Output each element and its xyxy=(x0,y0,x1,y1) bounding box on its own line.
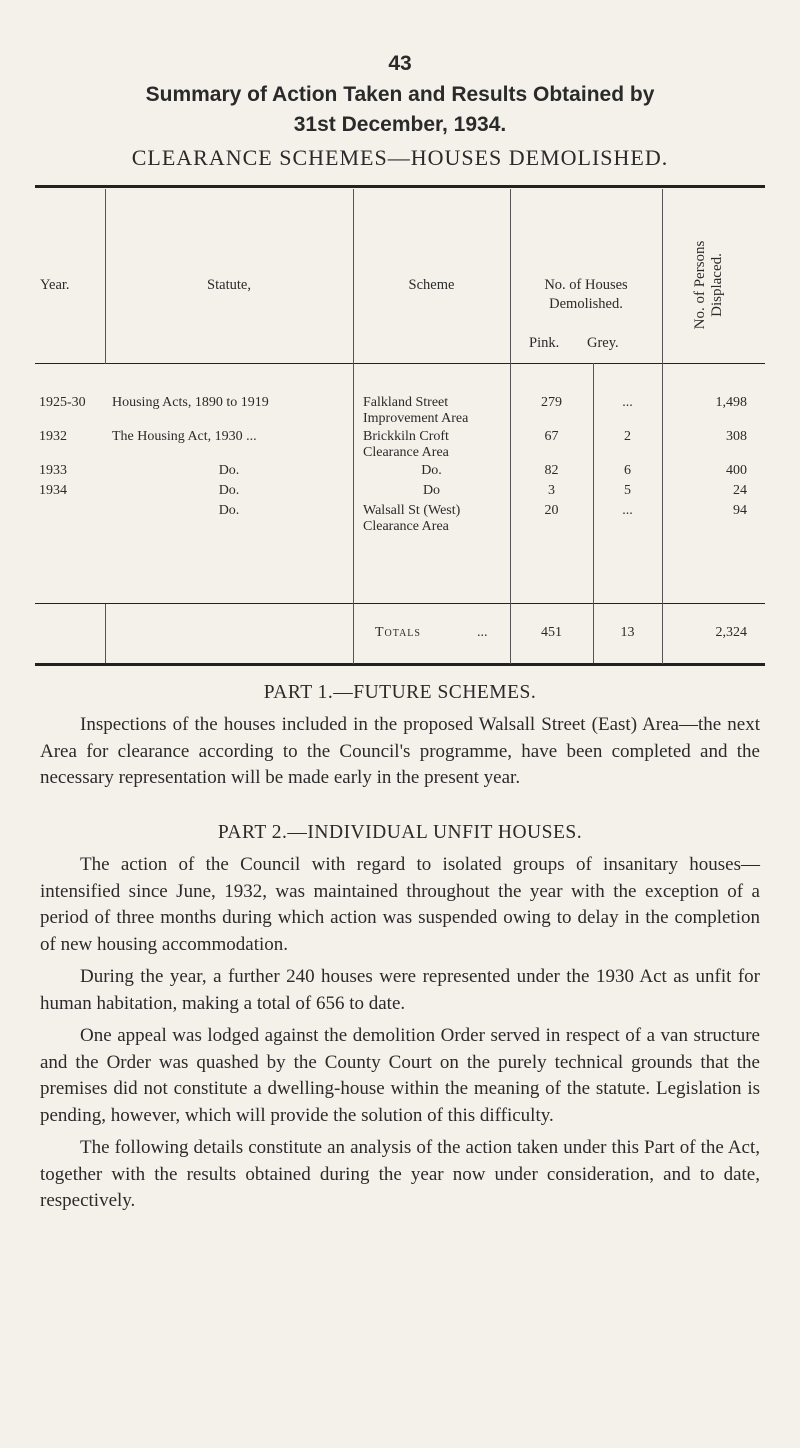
row-3-pink: 82 xyxy=(544,463,559,478)
header-rule xyxy=(35,363,765,364)
part2-paragraph-3: One appeal was lodged against the demolition Order served in respect of a van structure and the Order was quashed by the County Court on the purely technical grounds that the premises did not constitute a dwelling-house within the meaning of the statute. Legislation is pending, however, which will provide the solution of this difficulty. xyxy=(40,1025,760,1126)
totals-pink: 451 xyxy=(541,625,562,640)
row-4-statute: Do. xyxy=(218,483,240,498)
row-1-scheme: Falkland Street xyxy=(363,395,449,410)
totals-persons: 2,324 xyxy=(715,625,747,640)
part2-paragraph-2: During the year, a further 240 houses were represented under the 1930 Act as unfit for human habitation, making a total of 656 to date. xyxy=(40,966,760,1014)
row-4-year: 1934 xyxy=(39,483,67,498)
col-divider xyxy=(105,604,106,663)
totals-grey: 13 xyxy=(620,625,635,640)
title-line-1: Summary of Action Taken and Results Obtained by xyxy=(145,83,655,106)
totals-label: Totals xyxy=(375,625,421,640)
row-3-persons: 400 xyxy=(726,463,747,478)
row-5-scheme-line2: Clearance Area xyxy=(363,519,449,534)
row-3-grey: 6 xyxy=(624,463,631,478)
table-top-rule xyxy=(35,185,765,188)
row-2-statute: The Housing Act, 1930 ... xyxy=(112,429,257,444)
totals-dots: ... xyxy=(477,625,488,640)
row-2-grey: 2 xyxy=(624,429,631,444)
clearance-table xyxy=(35,185,765,695)
row-1-pink: 279 xyxy=(541,395,562,410)
row-3-scheme: Do. xyxy=(421,463,442,478)
row-1-persons: 1,498 xyxy=(715,395,747,410)
col-divider xyxy=(510,189,511,664)
row-1-statute: Housing Acts, 1890 to 1919 xyxy=(112,395,269,410)
part2-body xyxy=(40,852,760,1215)
col-divider xyxy=(353,189,354,664)
row-5-pink: 20 xyxy=(544,503,559,518)
page-title xyxy=(0,80,800,140)
totals-rule xyxy=(35,603,765,604)
row-2-pink: 67 xyxy=(544,429,559,444)
section-subtitle: CLEARANCE SCHEMES—HOUSES DEMOLISHED. xyxy=(131,145,669,170)
header-houses-line2: Demolished. xyxy=(549,296,623,312)
row-5-statute: Do. xyxy=(218,503,240,518)
row-4-pink: 3 xyxy=(548,483,555,498)
row-3-year: 1933 xyxy=(39,463,67,478)
row-2-scheme-line2: Clearance Area xyxy=(363,445,449,460)
row-4-persons: 24 xyxy=(733,483,747,498)
row-1-scheme-line2: Improvement Area xyxy=(363,411,469,426)
part1-paragraph: Inspections of the houses included in the proposed Walsall Street (East) Area—the next Area for clearance according to the Council's programme, have been completed and the necessary representation will be made early in the present year. xyxy=(40,714,760,788)
row-1-grey: ... xyxy=(622,395,633,410)
header-grey: Grey. xyxy=(587,335,619,351)
header-statute: Statute, xyxy=(207,277,251,293)
header-persons-line2: Displaced. xyxy=(709,253,725,317)
header-pink: Pink. xyxy=(529,335,560,351)
header-persons-line1: No. of Persons xyxy=(692,240,708,330)
header-houses-line1: No. of Houses xyxy=(544,277,628,293)
title-line-2: 31st December, 1934. xyxy=(293,113,507,136)
part2-paragraph-1: The action of the Council with regard to isolated groups of insanitary houses—intensified since June, 1932, was maintained throughout the year with the exception of a period of three months during which action was suspended owing to delay in the completion of new housing accommodation. xyxy=(40,854,760,955)
part2-heading: PART 2.—INDIVIDUAL UNFIT HOUSES. xyxy=(217,822,583,843)
row-5-grey: ... xyxy=(622,503,633,518)
row-1-year: 1925-30 xyxy=(39,395,86,410)
row-4-scheme: Do xyxy=(422,483,441,498)
header-scheme: Scheme xyxy=(408,277,455,293)
row-5-persons: 94 xyxy=(733,503,747,518)
row-2-scheme: Brickkiln Croft xyxy=(363,429,449,444)
row-3-statute: Do. xyxy=(218,463,240,478)
part2-paragraph-4: The following details constitute an analysis of the action taken under this Part of the Act, together with the results obtained during the year now under consideration, and to date, respectively. xyxy=(40,1137,760,1211)
part1-heading: PART 1.—FUTURE SCHEMES. xyxy=(263,682,537,703)
header-persons-displaced xyxy=(692,220,732,350)
table-bottom-rule xyxy=(35,663,765,666)
row-4-grey: 5 xyxy=(624,483,631,498)
page-number: 43 xyxy=(388,52,412,75)
row-2-persons: 308 xyxy=(726,429,747,444)
part1-body xyxy=(40,712,760,792)
row-2-year: 1932 xyxy=(39,429,67,444)
col-divider xyxy=(662,189,663,664)
row-5-scheme: Walsall St (West) xyxy=(363,503,461,518)
header-year: Year. xyxy=(40,277,70,293)
